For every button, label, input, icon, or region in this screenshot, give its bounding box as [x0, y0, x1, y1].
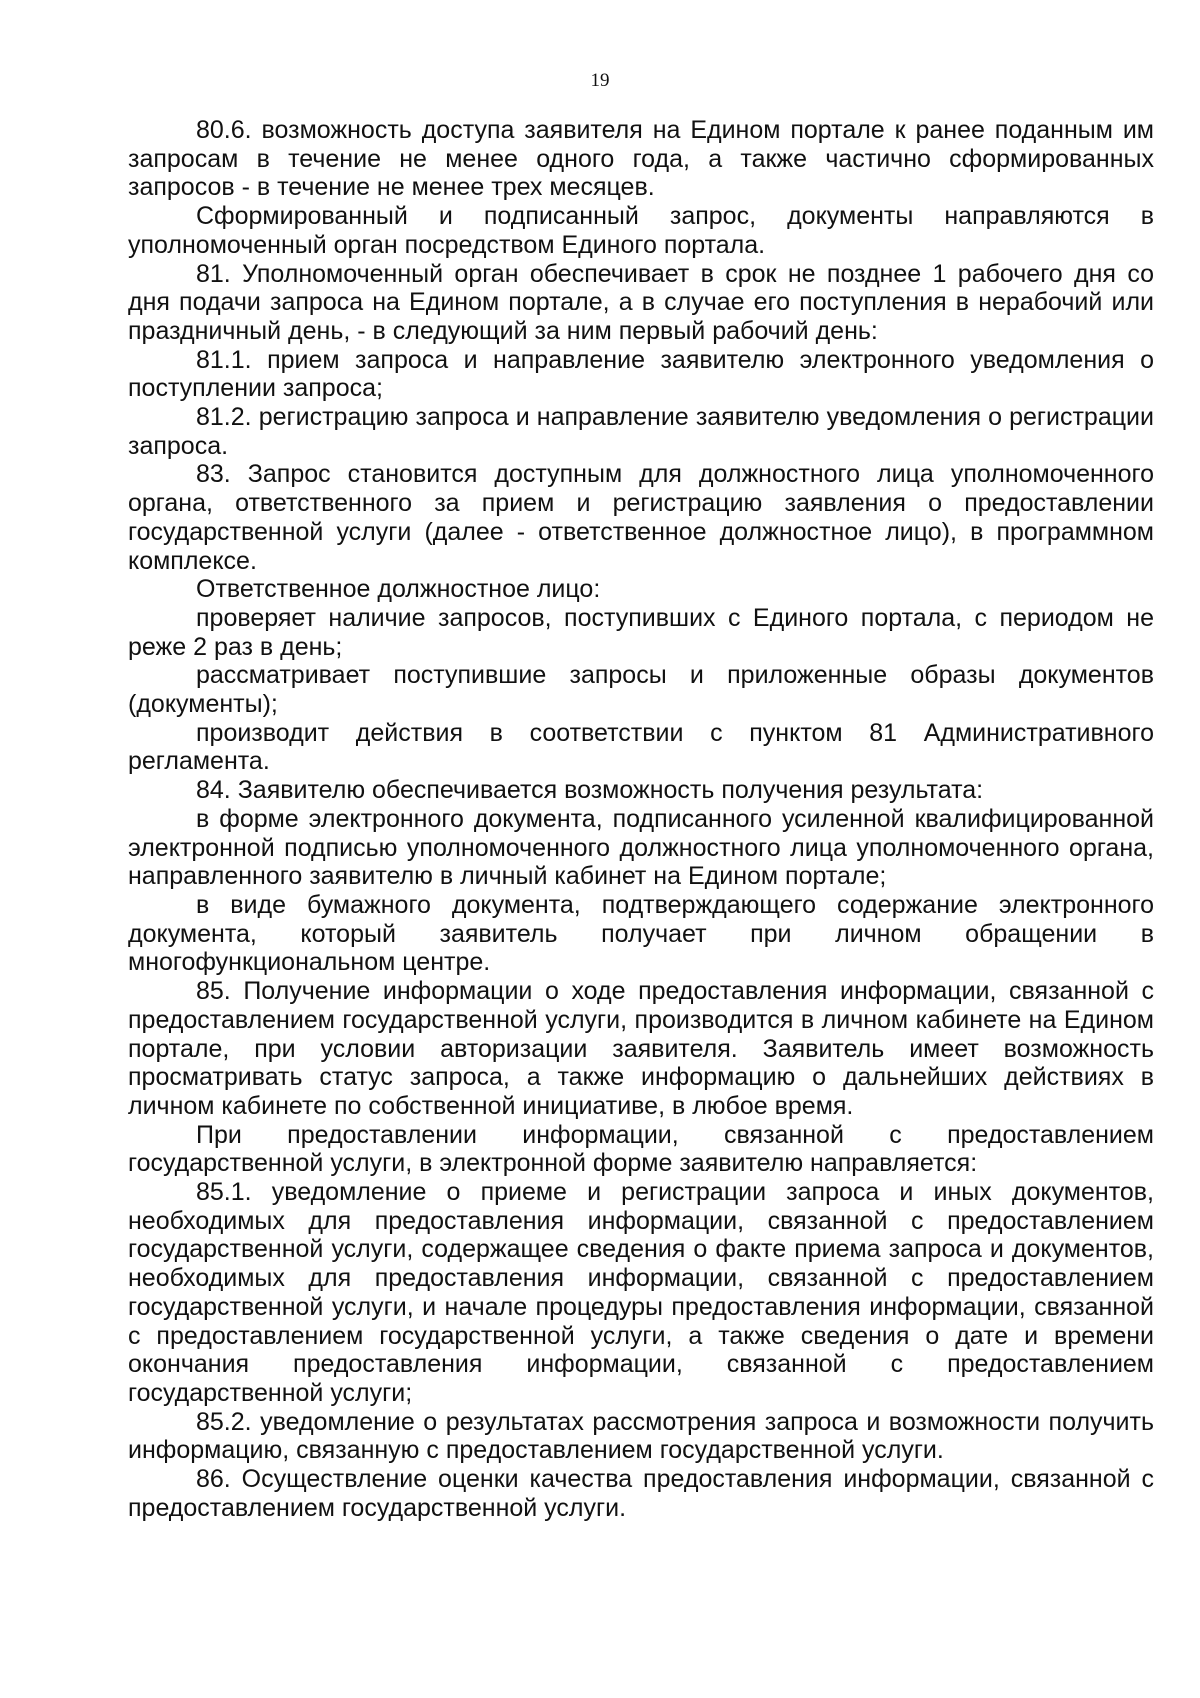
paragraph-83: 83. Запрос становится доступным для должностного лица уполномоченного органа, ответственного за прием и регистрацию заявления о предоставлении государственной услуги (далее - ответственное должностное лицо), в программном комплексе.	[128, 460, 1154, 575]
paragraph-signed-request: Сформированный и подписанный запрос, документы направляются в уполномоченный орган посредством Единого портала.	[128, 202, 1154, 259]
paragraph-checks-requests: проверяет наличие запросов, поступивших с Единого портала, с периодом не реже 2 раз в день;	[128, 603, 1154, 661]
paragraph-85: 85. Получение информации о ходе предоставления информации, связанной с предоставлением государственной услуги, производится в личном кабинете на Едином портале, при условии авторизации заявителя. Заявитель имеет возможность просматривать статус запроса, а также информацию о дальнейших действиях в личном кабинете по собственной инициативе, в любое время.	[128, 977, 1154, 1120]
paragraph-electronic-notification: При предоставлении информации, связанной с предоставлением государственной услуги, в электронной форме заявителю направляется:	[128, 1120, 1154, 1178]
paragraph-85-1: 85.1. уведомление о приеме и регистрации запроса и иных документов, необходимых для предоставления информации, связанной с предоставлением государственной услуги, содержащее сведения о факте приема запроса и документов, необходимых для предоставления информации, связанной с предоставлением государственной услуги, и начале процедуры предоставления информации, связанной с предоставлением государственной услуги, а также сведения о дате и времени окончания предоставления информации, связанной с предоставлением государственной услуги;	[128, 1178, 1154, 1407]
paragraph-performs-actions: производит действия в соответствии с пунктом 81 Административного регламента.	[128, 718, 1154, 776]
paragraph-reviews-requests: рассматривает поступившие запросы и приложенные образы документов (документы);	[128, 661, 1154, 719]
paragraph-81-1: 81.1. прием запроса и направление заявителю электронного уведомления о поступлении запроса;	[128, 345, 1154, 403]
paragraph-responsible-official: Ответственное должностное лицо:	[196, 575, 601, 604]
page-number: 19	[590, 70, 610, 91]
document-body	[128, 116, 1154, 1522]
paragraph-81: 81. Уполномоченный орган обеспечивает в срок не позднее 1 рабочего дня со дня подачи запроса на Едином портале, а в случае его поступления в нерабочий или праздничный день, - в следующий за ним первый рабочий день:	[128, 259, 1154, 345]
paragraph-81-2: 81.2. регистрацию запроса и направление заявителю уведомления о регистрации запроса.	[128, 403, 1154, 460]
paragraph-86: 86. Осуществление оценки качества предоставления информации, связанной с предоставлением государственной услуги.	[128, 1465, 1154, 1522]
paragraph-80-6: 80.6. возможность доступа заявителя на Едином портале к ранее поданным им запросам в течение не менее одного года, а также частично сформированных запросов - в течение не менее трех месяцев.	[128, 116, 1154, 202]
paragraph-electronic-document: в форме электронного документа, подписанного усиленной квалифицированной электронной подписью уполномоченного должностного лица уполномоченного органа, направленного заявителю в личный кабинет на Едином портале;	[128, 804, 1154, 891]
paragraph-85-2: 85.2. уведомление о результатах рассмотрения запроса и возможности получить информацию, связанную с предоставлением государственной услуги.	[128, 1407, 1154, 1465]
paragraph-paper-document: в виде бумажного документа, подтверждающего содержание электронного документа, который заявитель получает при личном обращении в многофункциональном центре.	[128, 890, 1154, 977]
paragraph-84: 84. Заявителю обеспечивается возможность получения результата:	[196, 776, 984, 805]
